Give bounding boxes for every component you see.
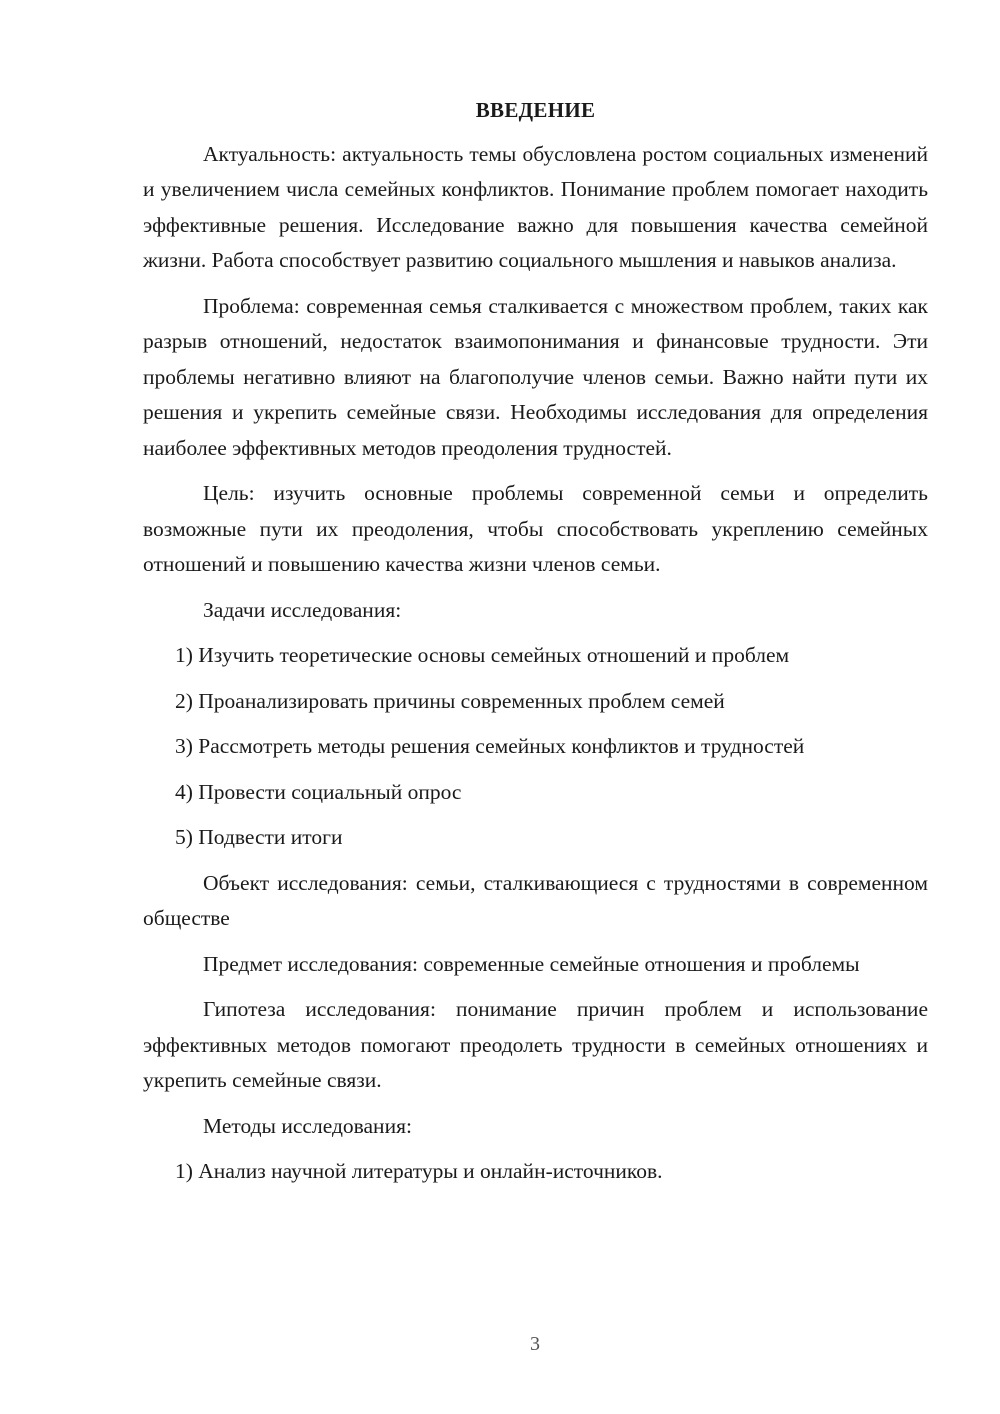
task-item: 5) Подвести итоги <box>175 825 343 849</box>
method-item: 1) Анализ научной литературы и онлайн-источников. <box>175 1159 663 1183</box>
subject-paragraph: Предмет исследования: современные семейные отношения и проблемы <box>203 951 860 976</box>
page-title: ВВЕДЕНИЕ <box>475 98 596 122</box>
methods-title: Методы исследования: <box>203 1113 412 1138</box>
tasks-list <box>143 638 928 856</box>
relevance-paragraph: Актуальность: актуальность темы обусловлена ростом социальных изменений и увеличением числа семейных конфликтов. Понимание проблем помогает находить эффективные решения. Исследование важно для повышения качества семейной жизни. Работа способствует развитию социального мышления и навыков анализа. <box>143 141 928 272</box>
task-item: 1) Изучить теоретические основы семейных отношений и проблем <box>175 643 790 667</box>
task-item: 4) Провести социальный опрос <box>175 779 462 804</box>
tasks-title: Задачи исследования: <box>203 597 402 622</box>
goal-paragraph: Цель: изучить основные проблемы современной семьи и определить возможные пути их преодоления, чтобы способствовать укреплению семейных отношений и повышению качества жизни членов семьи. <box>143 481 928 576</box>
task-item: 2) Проанализировать причины современных проблем семей <box>175 688 725 713</box>
page-number: 3 <box>530 1333 540 1355</box>
problem-paragraph: Проблема: современная семья сталкивается с множеством проблем, таких как разрыв отношений, недостаток взаимопонимания и финансовые трудности. Эти проблемы негативно влияют на благополучие членов семьи. Важно найти пути их решения и укрепить семейные связи. Необходимы исследования для определения наиболее эффективных методов преодоления трудностей. <box>143 293 928 460</box>
object-paragraph: Объект исследования: семьи, сталкивающиеся с трудностями в современном обществе <box>143 870 928 930</box>
task-item: 3) Рассмотреть методы решения семейных конфликтов и трудностей <box>175 734 805 758</box>
methods-list <box>143 1154 928 1190</box>
hypothesis-paragraph: Гипотеза исследования: понимание причин проблем и использование эффективных методов помогают преодолеть трудности в семейных отношениях и укрепить семейные связи. <box>143 997 928 1092</box>
page-content <box>143 93 928 1200</box>
